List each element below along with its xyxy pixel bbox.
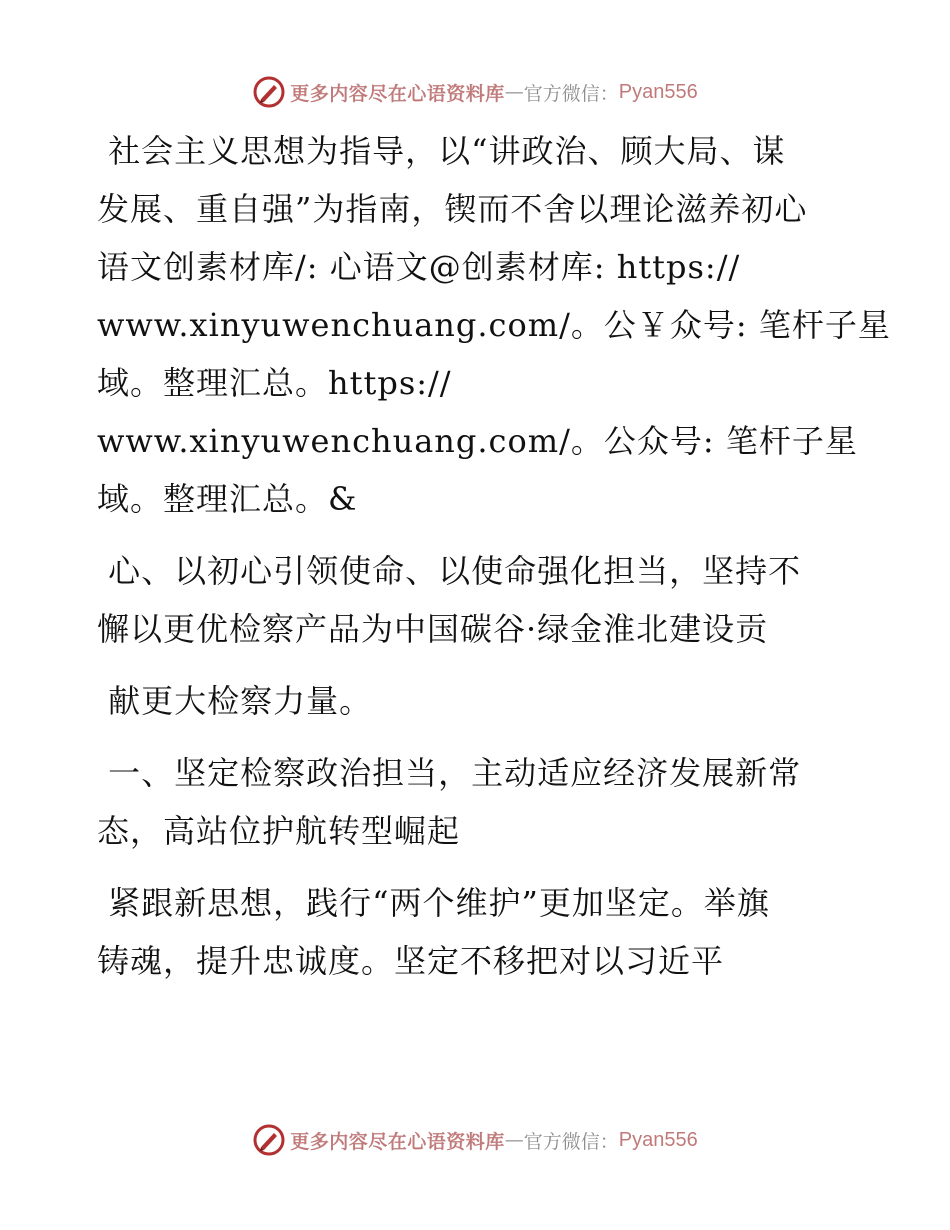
banner-separator: — [504,81,524,103]
footer-banner [0,1120,950,1160]
body-line: www.xinyuwenchuang.com/。公众号: 笔杆子星 [97,422,858,460]
body-line: 铸魂，提升忠诚度。坚定不移把对以习近平 [97,942,725,980]
paragraph-gap [97,658,857,672]
body-line: 心、以初心引领使命、以使命强化担当，坚持不 [97,552,802,590]
body-line: 域。整理汇总。& [97,480,358,518]
paragraph-gap [97,860,857,874]
section-heading: 态，高站位护航转型崛起 [97,812,461,850]
document-body [97,122,891,990]
body-line: 语文创素材库/: 心语文@创素材库: https:// [97,248,741,286]
banner-wechat-label: 官方微信： [523,82,619,105]
banner-site-text: 更多内容尽在心语资料库 [290,82,505,105]
body-line: 社会主义思想为指导，以“讲政治、顾大局、谋 [97,132,786,170]
body-line: 域。整理汇总。https:// [97,364,452,402]
banner-wechat-id: Pyan556 [618,1128,698,1151]
body-line: 献更大检察力量。 [97,682,373,720]
body-line: www.xinyuwenchuang.com/。公￥众号: 笔杆子星 [97,306,891,344]
body-line: 懈以更优检察产品为中国碳谷·绿金淮北建设贡 [97,610,769,648]
pen-logo-icon [252,1123,286,1157]
paragraph-gap [97,730,857,744]
pen-logo-icon [252,75,286,109]
header-banner [0,72,950,112]
banner-separator: — [504,1129,524,1151]
banner-site-text: 更多内容尽在心语资料库 [290,1130,505,1153]
paragraph-gap [97,528,857,542]
body-line: 发展、重自强”为指南，锲而不舍以理论滋养初心 [97,190,808,228]
section-heading: 一、坚定检察政治担当，主动适应经济发展新常 [97,754,802,792]
body-line: 紧跟新思想，践行“两个维护”更加坚定。举旗 [97,884,770,922]
banner-wechat-id: Pyan556 [618,80,698,103]
banner-wechat-label: 官方微信： [523,1130,619,1153]
